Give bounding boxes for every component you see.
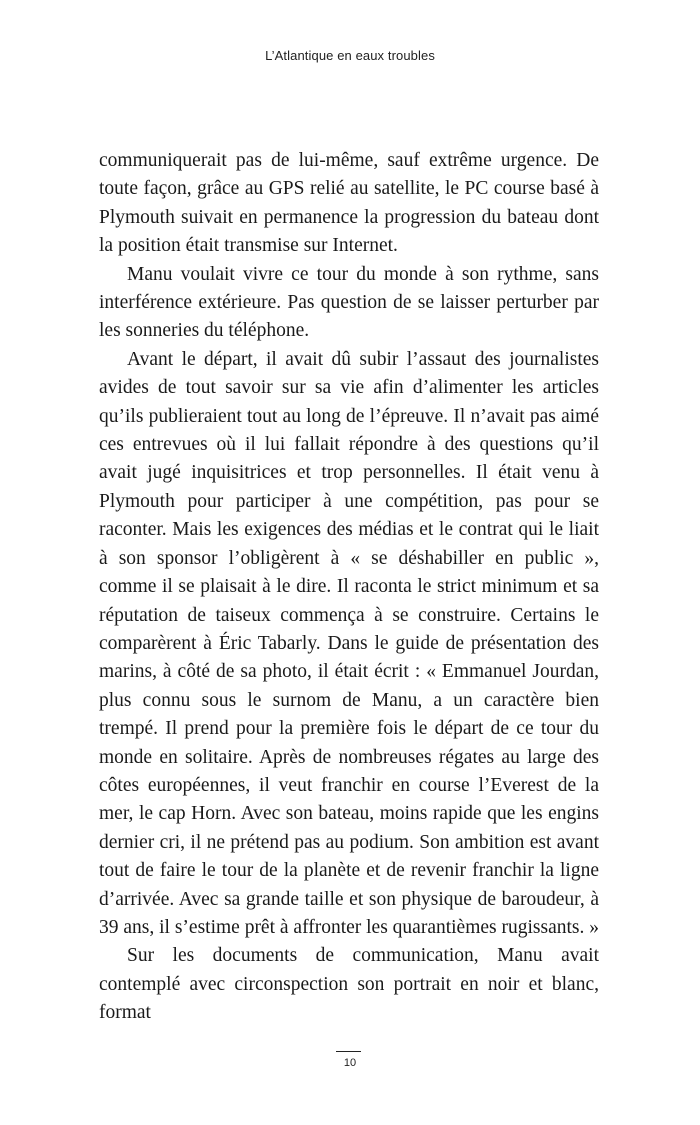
paragraph-4: Sur les documents de communication, Manu avait contemplé avec circonspection son portrait en noir et blanc, format: [99, 945, 599, 1024]
running-header-title: L’Atlantique en eaux troubles: [265, 48, 435, 63]
paragraph-1: communiquerait pas de lui-même, sauf extrême urgence. De toute façon, grâce au GPS relié au satellite, le PC course basé à Plymouth suivait en permanence la progression du bateau dont la position était transmise sur Internet.: [99, 150, 599, 257]
page-number: 10: [343, 1057, 357, 1069]
body-text: [99, 147, 599, 1028]
paragraph-3: Avant le départ, il avait dû subir l’assaut des journalistes avides de tout savoir sur sa vie afin d’alimenter les articles qu’ils publieraient tout au long de l’épreuve. Il n’avait pas aimé ces entrevues où il lui fallait répondre à des questions qu’il avait jugé inquisitrices et trop personnelles. Il était venu à Plymouth pour participer à une compétition, pas pour se raconter. Mais les exigences des médias et le contrat qui le liait à son sponsor l’obligèrent à « se déshabiller en public », comme il se plaisait à le dire. Il raconta le strict minimum et sa réputation de taiseux commença à se construire. Certains le comparèrent à Éric Tabarly. Dans le guide de présentation des marins, à côté de sa photo, il était écrit : « Emmanuel Jourdan, plus connu sous le surnom de Manu, a un caractère bien trempé. Il prend pour la première fois le départ de ce tour du monde en solitaire. Après de nombreuses régates au large des côtes européennes, il veut franchir en course l’Everest de la mer, le cap Horn. Avec son bateau, moins rapide que les engins dernier cri, il ne prétend pas au podium. Son ambition est avant tout de faire le tour de la planète et de revenir franchir la ligne d’arrivée. Avec sa grande taille et son physique de baroudeur, à 39 ans, il s’estime prêt à affronter les quarantièmes rugissants. »: [99, 348, 600, 938]
folio-rule: [336, 1051, 361, 1052]
paragraph-2: Manu voulait vivre ce tour du monde à son rythme, sans interférence extérieure. Pas question de se laisser perturber par les sonneries du téléphone.: [99, 263, 599, 342]
